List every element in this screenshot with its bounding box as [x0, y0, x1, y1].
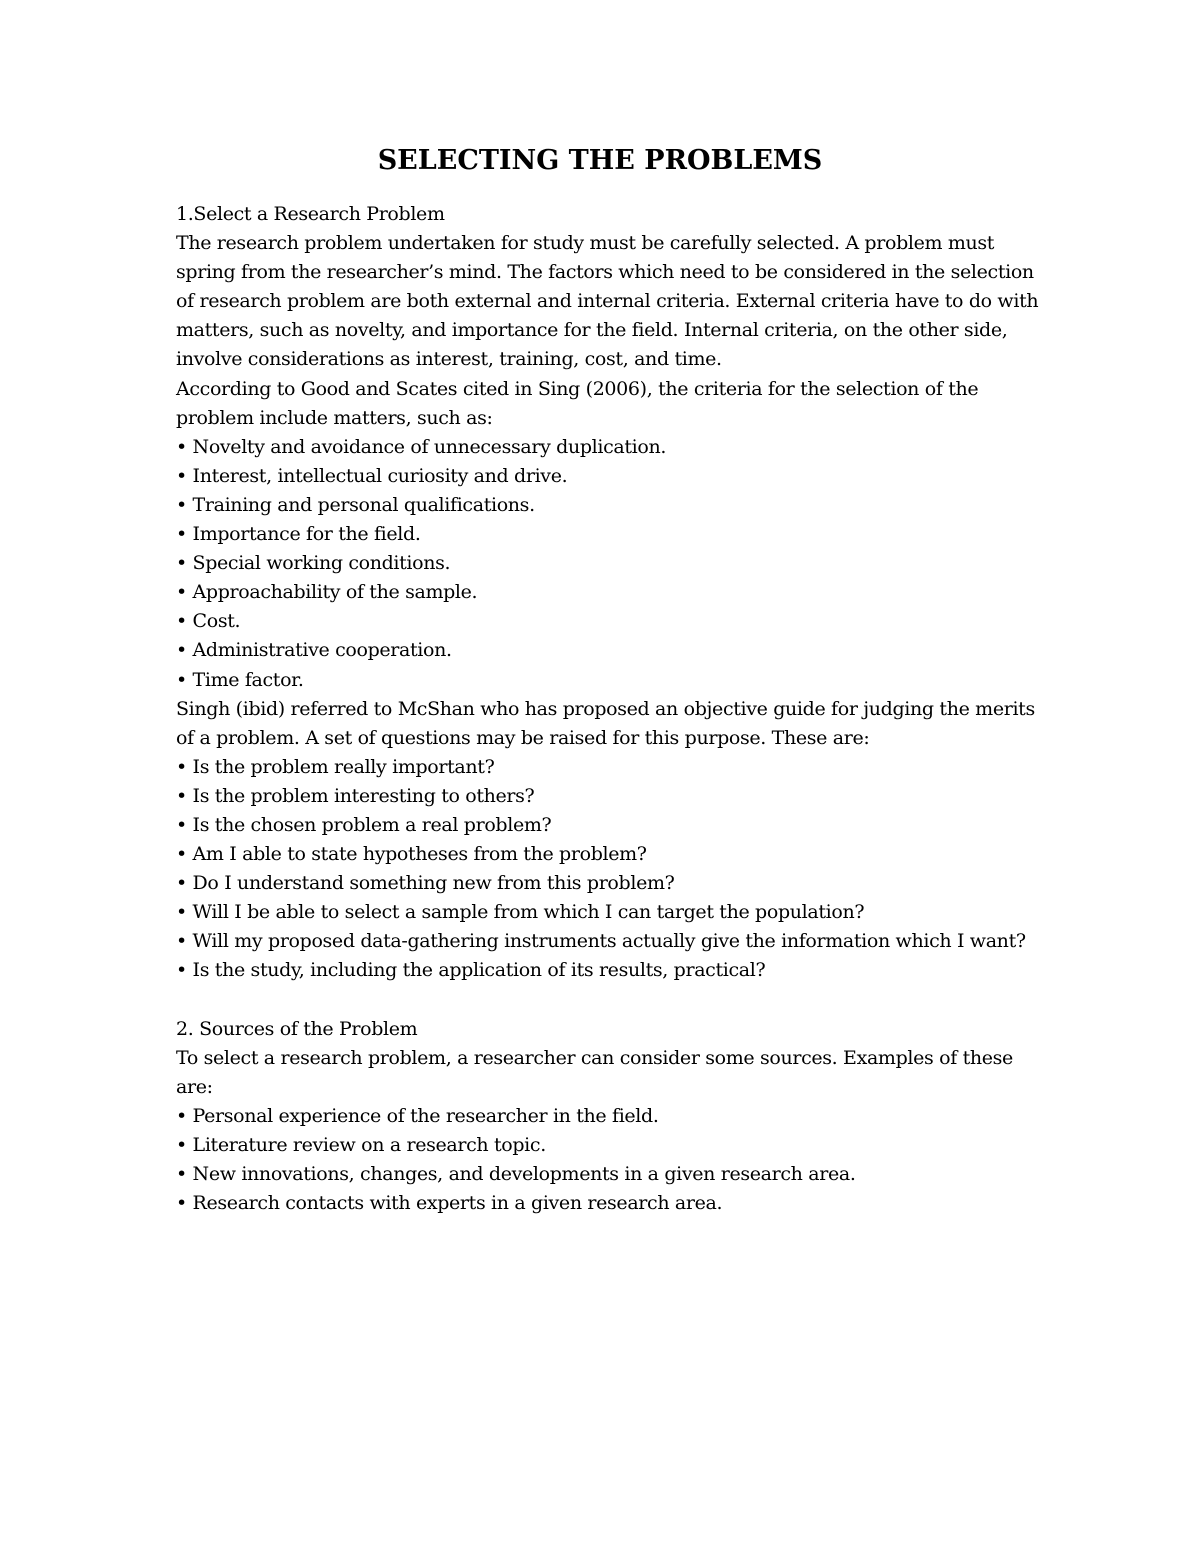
list-item: • Cost.	[176, 610, 241, 633]
section-heading-sources: 2. Sources of the Problem	[176, 1017, 418, 1040]
paragraph-line: of a problem. A set of questions may be raised for this purpose. These are:	[176, 726, 870, 749]
list-item: • Research contacts with experts in a given research area.	[176, 1192, 723, 1215]
list-item: • Literature review on a research topic.	[176, 1134, 546, 1156]
list-item: • Training and personal qualifications.	[176, 493, 535, 516]
list-item: • Importance for the field.	[176, 523, 421, 546]
section-heading-select-problem: 1.Select a Research Problem	[176, 203, 445, 225]
list-item: • Personal experience of the researcher in the field.	[176, 1104, 659, 1127]
list-item: • Will I be able to select a sample from which I can target the population?	[176, 901, 865, 924]
paragraph-line: spring from the researcher’s mind. The factors which need to be considered in the selection	[176, 261, 1034, 284]
paragraph-line: problem include matters, such as:	[176, 406, 493, 429]
list-item: • Is the problem interesting to others?	[176, 784, 535, 807]
document-body	[176, 200, 1056, 1218]
list-item: • Do I understand something new from this problem?	[176, 872, 675, 895]
paragraph-line: involve considerations as interest, training, cost, and time.	[176, 348, 722, 371]
list-item: • Approachability of the sample.	[176, 581, 478, 604]
paragraph-line: matters, such as novelty, and importance for the field. Internal criteria, on the other side,	[176, 319, 1008, 342]
list-item: • Is the chosen problem a real problem?	[176, 813, 552, 836]
list-item: • Interest, intellectual curiosity and drive.	[176, 464, 568, 487]
section-spacer	[176, 986, 1056, 1015]
list-item: • Novelty and avoidance of unnecessary duplication.	[176, 435, 667, 458]
paragraph-line: To select a research problem, a researcher can consider some sources. Examples of these	[176, 1046, 1013, 1069]
list-item: • Am I able to state hypotheses from the problem?	[176, 843, 647, 866]
list-item: • Special working conditions.	[176, 552, 451, 575]
criteria-list	[176, 433, 1056, 695]
list-item: • Will my proposed data-gathering instruments actually give the information which I want?	[176, 930, 1026, 953]
paragraph-line: of research problem are both external and internal criteria. External criteria have to do with	[176, 290, 1039, 313]
criteria-intro	[176, 375, 1056, 433]
list-item: • Is the problem really important?	[176, 755, 495, 778]
list-item: • Is the study, including the application of its results, practical?	[176, 959, 766, 982]
list-item: • New innovations, changes, and developments in a given research area.	[176, 1163, 856, 1186]
list-item: • Time factor.	[176, 668, 304, 691]
paragraph-line: are:	[176, 1075, 213, 1098]
paragraph-line: According to Good and Scates cited in Sing (2006), the criteria for the selection of the	[176, 377, 979, 400]
paragraph-line: The research problem undertaken for study must be carefully selected. A problem must	[176, 232, 995, 255]
section2-intro	[176, 1044, 1056, 1102]
sources-list	[176, 1102, 1056, 1218]
questions-intro	[176, 695, 1056, 753]
questions-list	[176, 753, 1056, 986]
paragraph-line: Singh (ibid) referred to McShan who has proposed an objective guide for judging the merits	[176, 697, 1035, 720]
list-item: • Administrative cooperation.	[176, 639, 452, 662]
section1-paragraph	[176, 229, 1056, 374]
page-title: SELECTING THE PROBLEMS	[377, 145, 823, 176]
